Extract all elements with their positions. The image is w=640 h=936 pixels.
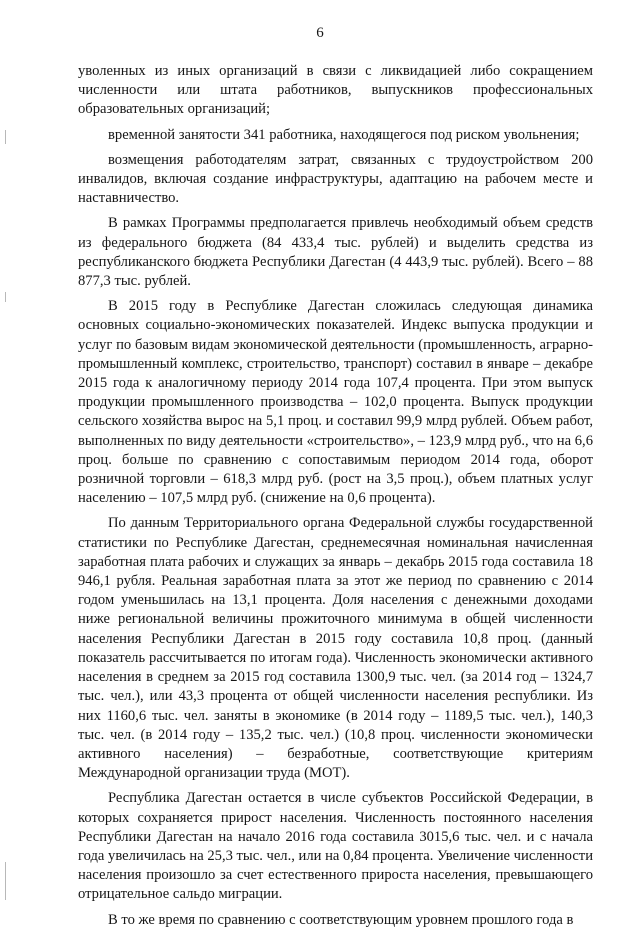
paragraph-dismissed-workers: уволенных из иных организаций в связи с ликвидацией либо сокращением численности или штата работников, выпускников профессиональных образовательных организаций; (78, 63, 593, 118)
paragraph-program-funding: В рамках Программы предполагается привлечь необходимый объем средств из федерального бюджета (84 433,4 тыс. рублей) и выделить средства из республиканского бюджета Республики Дагестан (4 443,9 тыс. рублей). Всего – 88 877,3 тыс. рублей. (78, 215, 593, 290)
paragraph-temporary-employment: временной занятости 341 работника, находящегося под риском увольнения; (108, 126, 580, 143)
page-number: 6 (316, 25, 324, 41)
scan-edge-mark (5, 130, 6, 144)
paragraph-continuation: В то же время по сравнению с соответствующим уровнем прошлого года в (108, 911, 574, 928)
paragraph-economic-dynamics: В 2015 году в Республике Дагестан сложилась следующая динамика основных социально-экономических показателей. Индекс выпуска продукции и услуг по базовым видам экономической деятельности (промышленность, аграрно-промышленный комплекс, строительство, транспорт) составил в январе – декабре 2015 года к аналогичному периоду 2014 года 107,4 процента. При этом выпуск продукции промышленного производства – 102,0 процента. Выпуск продукции сельского хозяйства вырос на 5,1 проц. и составил 99,9 млрд рублей. Объем работ, выполненных по виду деятельности «строительство», – 123,9 млрд руб., что на 6,6 проц. больше по сравнению с сопоставимым периодом 2014 года, оборот розничной торговли – 618,3 млрд руб. (рост на 3,5 проц.), объем платных услуг населению – 107,5 млрд руб. (снижение на 0,6 процента). (78, 298, 593, 507)
paragraph-disabled-employment: возмещения работодателям затрат, связанных с трудоустройством 200 инвалидов, включая создание инфраструктуры, адаптацию на рабочем месте и наставничество. (78, 151, 593, 207)
paragraph-statistics-wages: По данным Территориального органа Федеральной службы государственной статистики по Республике Дагестан, среднемесячная номинальная начисленная заработная плата рабочих и служащих за январь – декабрь 2015 года составила 18 946,1 рубля. Реальная заработная плата за этот же период по сравнению с 2014 годом уменьшилась на 13,1 процента. Доля населения с денежными доходами ниже региональной величины прожиточного минимума в общей численности населения Республики Дагестан в 2015 году составила 10,8 проц. (данный показатель рассчитывается по итогам года). Численность экономически активного населения в среднем за 2015 год составила 1300,9 тыс. чел. (за 2014 год – 1324,7 тыс. чел.), или 43,3 процента от общей численности населения республики. Из них 1160,6 тыс. чел. заняты в экономике (в 2014 году – 1189,5 тыс. чел.), 140,3 тыс. чел. (в 2014 году – 135,2 тыс. чел.) (10,8 проц. численности экономически активного населения) – безработные, соответствующие критериям Международной организации труда (МОТ). (78, 515, 593, 782)
document-body (78, 62, 593, 936)
scan-edge-mark (5, 862, 6, 900)
paragraph-population: Республика Дагестан остается в числе субъектов Российской Федерации, в которых сохраняется прирост населения. Численность постоянного населения Республики Дагестан на начало 2016 года составила 3015,6 тыс. чел. и с начала года увеличилась на 25,3 тыс. чел., или на 0,84 процента. Увеличение численности населения произошло за счет естественного прироста населения, превышающего отрицательное сальдо миграции. (78, 790, 593, 903)
scan-edge-mark (5, 292, 6, 302)
